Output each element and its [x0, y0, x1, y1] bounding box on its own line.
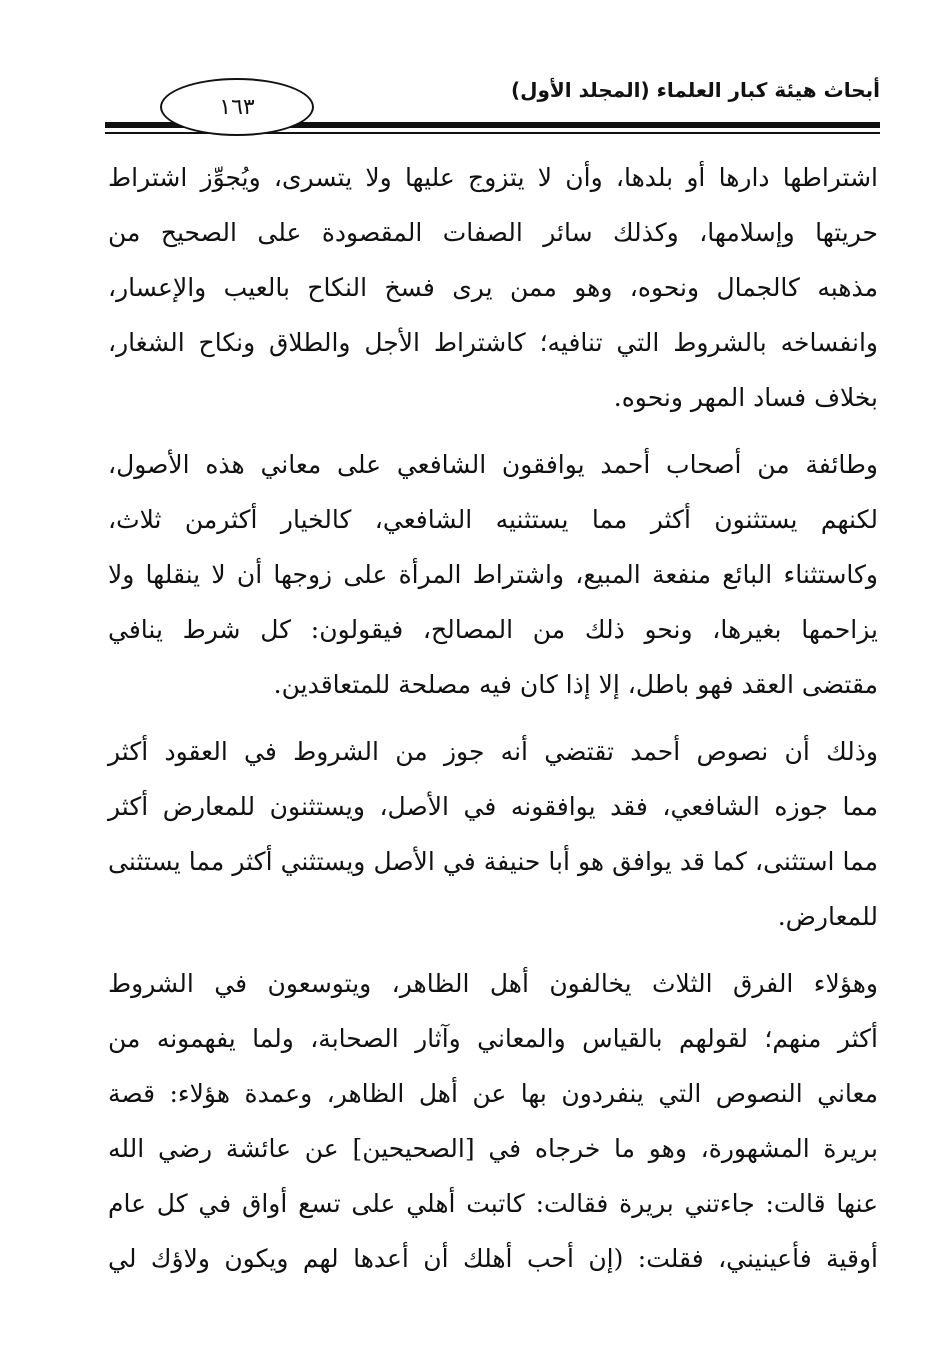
- text-line: اشتراطها دارها أو بلدها، وأن لا يتزوج عليها ولا يتسرى، ويُجوِّز اشتراط: [108, 163, 878, 192]
- text-line: للمعارض.: [777, 902, 878, 931]
- text-line: مقتضى العقد فهو باطل، إلا إذا كان فيه مصلحة للمتعاقدين.: [273, 670, 878, 699]
- running-title: أبحاث هيئة كبار العلماء (المجلد الأول): [510, 78, 880, 102]
- text-line: لكنهم يستثنون أكثر مما يستثنيه الشافعي، كالخيار أكثرمن ثلاث،: [108, 505, 878, 534]
- text-line: مما استثنى، كما قد يوافق هو أبا حنيفة في الأصل ويستثني أكثر مما يستثنى: [108, 847, 878, 876]
- text-line: معاني النصوص التي ينفردون بها عن أهل الظاهر، وعمدة هؤلاء: قصة: [108, 1079, 878, 1108]
- text-line: أوقية فأعينيني، فقلت: (إن أحب أهلك أن أعدها لهم ويكون ولاؤك لي: [108, 1244, 878, 1273]
- text-line: عنها قالت: جاءتني بريرة فقالت: كاتبت أهلي على تسع أواق في كل عام: [108, 1189, 878, 1218]
- text-line: أكثر منهم؛ لقولهم بالقياس والمعاني وآثار الصحابة، ولما يفهمونه من: [108, 1024, 878, 1053]
- page-header: [100, 60, 880, 150]
- text-line: وطائفة من أصحاب أحمد يوافقون الشافعي على معاني هذه الأصول،: [108, 450, 878, 479]
- paragraph: [108, 150, 878, 425]
- text-line: وكاستثناء البائع منفعة المبيع، واشتراط المرأة على زوجها أن لا ينقلها ولا: [108, 560, 878, 589]
- text-line: مذهبه كالجمال ونحوه، وهو ممن يرى فسخ النكاح بالعيب والإعسار،: [108, 273, 878, 302]
- paragraph: [108, 724, 878, 944]
- body-text: [108, 150, 878, 1286]
- page-number: ١٦٣: [219, 94, 255, 120]
- text-line: وانفساخه بالشروط التي تنافيه؛ كاشتراط الأجل والطلاق ونكاح الشغار،: [108, 328, 878, 357]
- paragraph: [108, 437, 878, 712]
- text-line: حريتها وإسلامها، وكذلك سائر الصفات المقصودة على الصحيح من: [108, 218, 878, 247]
- text-line: مما جوزه الشافعي، فقد يوافقونه في الأصل، ويستثنون للمعارض أكثر: [108, 792, 878, 821]
- paragraph: [108, 956, 878, 1286]
- text-line: وذلك أن نصوص أحمد تقتضي أنه جوز من الشروط في العقود أكثر: [108, 737, 878, 766]
- text-line: وهؤلاء الفرق الثلاث يخالفون أهل الظاهر، ويتوسعون في الشروط: [108, 969, 878, 998]
- page-number-oval: [160, 78, 314, 136]
- text-line: بريرة المشهورة، وهو ما خرجاه في [الصحيحين] عن عائشة رضي الله: [108, 1134, 878, 1163]
- text-line: بخلاف فساد المهر ونحوه.: [613, 383, 878, 412]
- text-line: يزاحمها بغيرها، ونحو ذلك من المصالح، فيقولون: كل شرط ينافي: [108, 615, 878, 644]
